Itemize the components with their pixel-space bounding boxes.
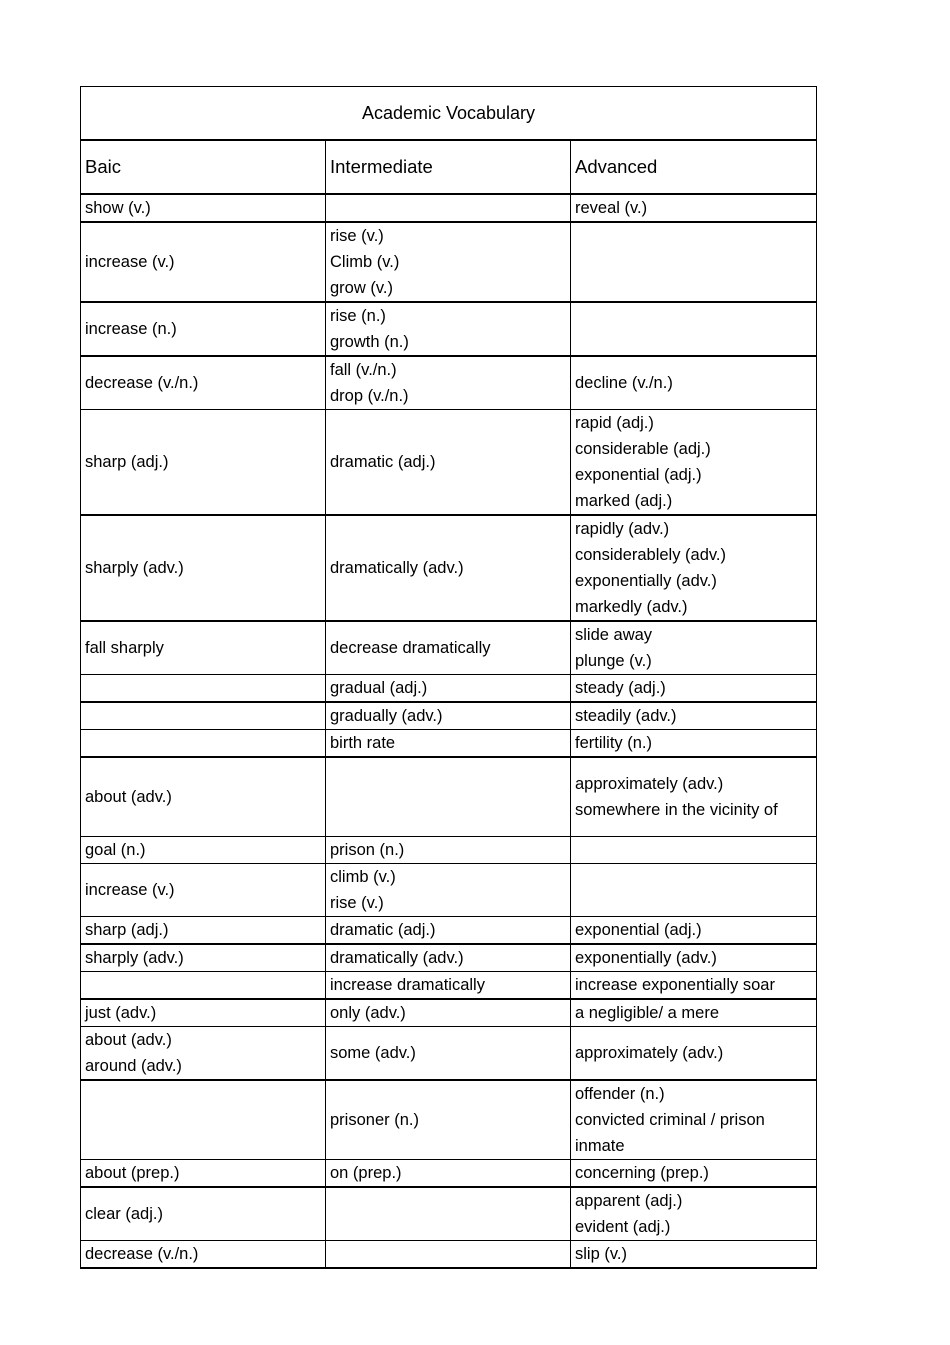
basic-cell bbox=[81, 621, 326, 675]
advanced-cell bbox=[571, 972, 817, 1000]
basic-cell bbox=[81, 1241, 326, 1269]
advanced-cell bbox=[571, 515, 817, 621]
advanced-term: slip (v.) bbox=[575, 1245, 627, 1263]
intermediate-cell bbox=[326, 1080, 571, 1160]
vocabulary-body bbox=[81, 194, 817, 1268]
intermediate-term: gradually (adv.) bbox=[330, 707, 443, 725]
advanced-cell bbox=[571, 1080, 817, 1160]
advanced-term: plunge (v.) bbox=[575, 652, 652, 670]
intermediate-cell bbox=[326, 1160, 571, 1188]
basic-cell bbox=[81, 410, 326, 516]
advanced-cell bbox=[571, 730, 817, 758]
table-row bbox=[81, 730, 817, 758]
intermediate-cell bbox=[326, 702, 571, 730]
basic-cell bbox=[81, 917, 326, 945]
basic-term: increase (n.) bbox=[85, 320, 177, 338]
advanced-term: convicted criminal / prison bbox=[575, 1111, 765, 1129]
table-row bbox=[81, 837, 817, 864]
intermediate-cell bbox=[326, 356, 571, 410]
table-row bbox=[81, 675, 817, 703]
intermediate-term: rise (v.) bbox=[330, 227, 384, 245]
advanced-term: approximately (adv.) bbox=[575, 775, 724, 793]
intermediate-cell bbox=[326, 515, 571, 621]
advanced-term: fertility (n.) bbox=[575, 734, 653, 752]
advanced-term: concerning (prep.) bbox=[575, 1164, 709, 1182]
table-row bbox=[81, 972, 817, 1000]
advanced-cell bbox=[571, 621, 817, 675]
basic-cell bbox=[81, 1080, 326, 1160]
advanced-term: a negligible/ a mere bbox=[575, 1004, 720, 1022]
table-row bbox=[81, 864, 817, 917]
advanced-cell bbox=[571, 410, 817, 516]
advanced-cell bbox=[571, 1027, 817, 1081]
basic-term: increase (v.) bbox=[85, 881, 175, 899]
basic-cell bbox=[81, 1187, 326, 1241]
intermediate-term: dramatically (adv.) bbox=[330, 559, 464, 577]
basic-term: sharply (adv.) bbox=[85, 949, 184, 967]
advanced-cell bbox=[571, 1160, 817, 1188]
intermediate-cell bbox=[326, 972, 571, 1000]
advanced-cell bbox=[571, 356, 817, 410]
intermediate-cell bbox=[326, 675, 571, 703]
basic-term: about (adv.) bbox=[85, 1031, 172, 1049]
intermediate-cell bbox=[326, 1187, 571, 1241]
vocabulary-table bbox=[80, 86, 817, 1269]
basic-term: about (prep.) bbox=[85, 1164, 180, 1182]
table-row bbox=[81, 1027, 817, 1081]
intermediate-term: rise (v.) bbox=[330, 894, 384, 912]
intermediate-cell bbox=[326, 302, 571, 356]
table-row bbox=[81, 302, 817, 356]
advanced-term: rapid (adj.) bbox=[575, 414, 654, 432]
basic-term: sharp (adj.) bbox=[85, 453, 169, 471]
table-title: Academic Vocabulary bbox=[81, 87, 817, 141]
basic-term: just (adv.) bbox=[85, 1004, 157, 1022]
intermediate-cell bbox=[326, 999, 571, 1027]
advanced-cell bbox=[571, 837, 817, 864]
advanced-term: increase exponentially soar bbox=[575, 976, 775, 994]
advanced-term: reveal (v.) bbox=[575, 199, 648, 217]
header-row bbox=[81, 140, 817, 194]
basic-term: sharp (adj.) bbox=[85, 921, 169, 939]
basic-term: increase (v.) bbox=[85, 253, 175, 271]
advanced-term: rapidly (adv.) bbox=[575, 520, 670, 538]
intermediate-term: birth rate bbox=[330, 734, 396, 752]
intermediate-cell bbox=[326, 757, 571, 837]
intermediate-cell bbox=[326, 1241, 571, 1269]
advanced-cell bbox=[571, 302, 817, 356]
basic-header: Baic bbox=[81, 140, 326, 194]
table-row bbox=[81, 222, 817, 302]
advanced-cell bbox=[571, 864, 817, 917]
basic-cell bbox=[81, 1160, 326, 1188]
table-row bbox=[81, 1080, 817, 1160]
table-row bbox=[81, 702, 817, 730]
intermediate-term: prisoner (n.) bbox=[330, 1111, 419, 1129]
advanced-cell bbox=[571, 917, 817, 945]
intermediate-cell bbox=[326, 917, 571, 945]
intermediate-term: Climb (v.) bbox=[330, 253, 400, 271]
intermediate-cell bbox=[326, 194, 571, 222]
basic-cell bbox=[81, 222, 326, 302]
basic-term: decrease (v./n.) bbox=[85, 374, 199, 392]
advanced-term: exponential (adj.) bbox=[575, 921, 702, 939]
table-row bbox=[81, 944, 817, 972]
intermediate-term: on (prep.) bbox=[330, 1164, 402, 1182]
advanced-term: considerablely (adv.) bbox=[575, 546, 727, 564]
basic-term: decrease (v./n.) bbox=[85, 1245, 199, 1263]
table-row bbox=[81, 410, 817, 516]
intermediate-term: prison (n.) bbox=[330, 841, 405, 859]
intermediate-cell bbox=[326, 1027, 571, 1081]
intermediate-cell bbox=[326, 222, 571, 302]
table-row bbox=[81, 917, 817, 945]
intermediate-cell bbox=[326, 410, 571, 516]
advanced-term: somewhere in the vicinity of bbox=[575, 801, 778, 819]
advanced-cell bbox=[571, 702, 817, 730]
basic-cell bbox=[81, 757, 326, 837]
advanced-term: apparent (adj.) bbox=[575, 1192, 683, 1210]
advanced-term: slide away bbox=[575, 626, 653, 644]
advanced-cell bbox=[571, 944, 817, 972]
basic-cell bbox=[81, 675, 326, 703]
intermediate-cell bbox=[326, 864, 571, 917]
intermediate-cell bbox=[326, 837, 571, 864]
table-row bbox=[81, 999, 817, 1027]
basic-cell bbox=[81, 356, 326, 410]
advanced-term: steadily (adv.) bbox=[575, 707, 677, 725]
table-row bbox=[81, 356, 817, 410]
table-row bbox=[81, 1187, 817, 1241]
table-row bbox=[81, 515, 817, 621]
intermediate-term: dramatically (adv.) bbox=[330, 949, 464, 967]
advanced-cell bbox=[571, 1241, 817, 1269]
advanced-term: offender (n.) bbox=[575, 1085, 665, 1103]
title-row bbox=[81, 87, 817, 141]
basic-cell bbox=[81, 944, 326, 972]
intermediate-term: climb (v.) bbox=[330, 868, 396, 886]
table-row bbox=[81, 1241, 817, 1269]
table-row bbox=[81, 757, 817, 837]
advanced-cell bbox=[571, 222, 817, 302]
advanced-term: marked (adj.) bbox=[575, 492, 673, 510]
basic-cell bbox=[81, 730, 326, 758]
basic-term: goal (n.) bbox=[85, 841, 146, 859]
advanced-term: exponentially (adv.) bbox=[575, 572, 717, 590]
advanced-term: considerable (adj.) bbox=[575, 440, 711, 458]
advanced-term: approximately (adv.) bbox=[575, 1044, 724, 1062]
advanced-cell bbox=[571, 675, 817, 703]
intermediate-term: rise (n.) bbox=[330, 307, 386, 325]
table-row bbox=[81, 621, 817, 675]
intermediate-term: fall (v./n.) bbox=[330, 361, 397, 379]
advanced-term: exponentially (adv.) bbox=[575, 949, 717, 967]
basic-cell bbox=[81, 972, 326, 1000]
table-row bbox=[81, 194, 817, 222]
intermediate-term: only (adv.) bbox=[330, 1004, 406, 1022]
basic-cell bbox=[81, 194, 326, 222]
advanced-term: evident (adj.) bbox=[575, 1218, 671, 1236]
basic-cell bbox=[81, 864, 326, 917]
advanced-term: steady (adj.) bbox=[575, 679, 666, 697]
basic-cell bbox=[81, 702, 326, 730]
basic-term: sharply (adv.) bbox=[85, 559, 184, 577]
intermediate-term: growth (n.) bbox=[330, 333, 409, 351]
advanced-term: inmate bbox=[575, 1137, 625, 1155]
intermediate-cell bbox=[326, 730, 571, 758]
basic-term: clear (adj.) bbox=[85, 1205, 163, 1223]
intermediate-cell bbox=[326, 621, 571, 675]
basic-term: around (adv.) bbox=[85, 1057, 182, 1075]
intermediate-term: grow (v.) bbox=[330, 279, 393, 297]
advanced-term: decline (v./n.) bbox=[575, 374, 673, 392]
intermediate-term: gradual (adj.) bbox=[330, 679, 428, 697]
basic-cell bbox=[81, 302, 326, 356]
intermediate-term: drop (v./n.) bbox=[330, 387, 409, 405]
intermediate-term: increase dramatically bbox=[330, 976, 485, 994]
basic-cell bbox=[81, 515, 326, 621]
intermediate-term: some (adv.) bbox=[330, 1044, 416, 1062]
intermediate-cell bbox=[326, 944, 571, 972]
basic-term: show (v.) bbox=[85, 199, 151, 217]
table-row bbox=[81, 1160, 817, 1188]
advanced-cell bbox=[571, 194, 817, 222]
advanced-cell bbox=[571, 1187, 817, 1241]
advanced-term: markedly (adv.) bbox=[575, 598, 688, 616]
advanced-cell bbox=[571, 999, 817, 1027]
intermediate-term: decrease dramatically bbox=[330, 639, 491, 657]
basic-cell bbox=[81, 999, 326, 1027]
advanced-cell bbox=[571, 757, 817, 837]
advanced-term: exponential (adj.) bbox=[575, 466, 702, 484]
basic-term: fall sharply bbox=[85, 639, 164, 657]
basic-cell bbox=[81, 837, 326, 864]
intermediate-term: dramatic (adj.) bbox=[330, 921, 436, 939]
basic-term: about (adv.) bbox=[85, 788, 172, 806]
basic-cell bbox=[81, 1027, 326, 1081]
advanced-header: Advanced bbox=[571, 140, 817, 194]
intermediate-term: dramatic (adj.) bbox=[330, 453, 436, 471]
intermediate-header: Intermediate bbox=[326, 140, 571, 194]
